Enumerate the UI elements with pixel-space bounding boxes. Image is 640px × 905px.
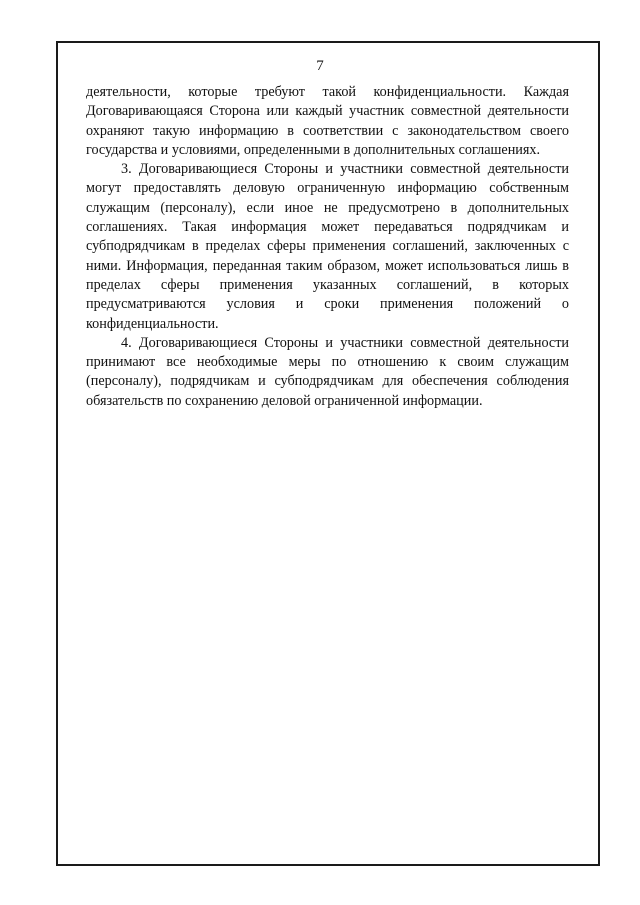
document-body [86, 83, 569, 411]
page-number: 7 [316, 58, 324, 74]
paragraph-clause-3: 3. Договаривающиеся Стороны и участники совместной деятельности могут предоставлять деловую ограниченную информацию собственным служащим (персоналу), если иное не предусмотрено в дополнительных соглашениях. Такая информация может передаваться подрядчикам и субподрядчикам в пределах сферы применения соглашений, заключенных с ними. Информация, переданная таким образом, может использоваться лишь в пределах сферы применения указанных соглашений, в которых предусматриваются условия и сроки применения положений о конфиденциальности. [86, 161, 569, 332]
paragraph-continuation: деятельности, которые требуют такой конфиденциальности. Каждая Договаривающаяся Сторона или каждый участник совместной деятельности охраняют такую информацию в соответствии с законодательством своего государства и условиями, определенными в дополнительных соглашениях. [86, 84, 569, 158]
paragraph-clause-4: 4. Договаривающиеся Стороны и участники совместной деятельности принимают все необходимые меры по отношению к своим служащим (персоналу), подрядчикам и субподрядчикам для обеспечения соблюдения обязательств по сохранению деловой ограниченной информации. [86, 334, 569, 409]
